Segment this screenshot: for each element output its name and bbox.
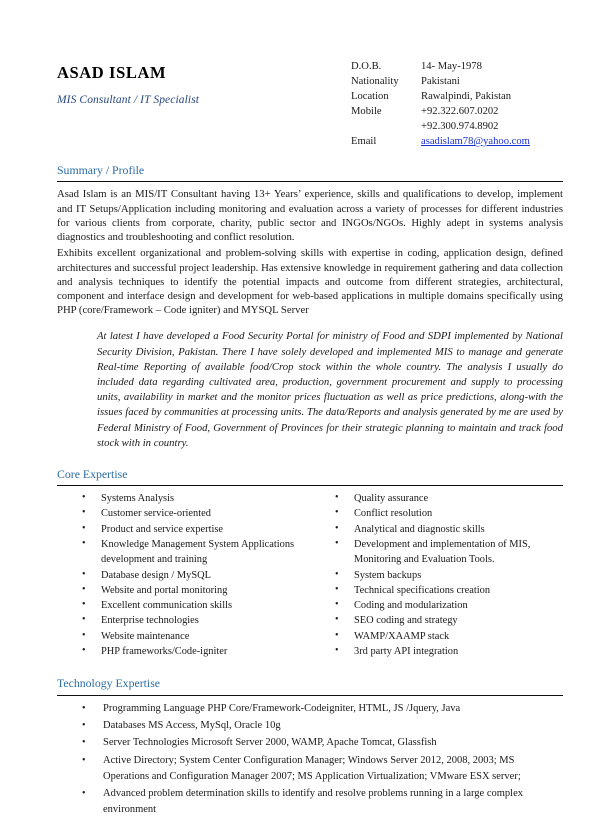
list-item: • Analytical and diagnostic skills <box>354 522 563 537</box>
contact-table <box>351 59 530 149</box>
list-item: • Quality assurance <box>354 491 563 506</box>
summary-paragraph-1: Asad Islam is an MIS/IT Consultant having 13+ Years’ experience, skills and qualifications to develop, implement and IT Setups/Application including monitoring and evaluation across a variety of processes for different industries for various clients from corporate, charity, public sector and INGOs/NGOs. Highly adept in systems analysis diagnostics and troubleshooting and conflict resolution. <box>57 188 563 244</box>
section-technology-expertise <box>57 676 563 818</box>
contact-details-block <box>351 57 563 149</box>
table-row <box>351 74 530 89</box>
section-core-expertise <box>57 467 563 659</box>
section-heading-summary: Summary / Profile <box>57 163 145 178</box>
list-item: • System backups <box>354 568 563 583</box>
professional-title: MIS Consultant / IT Specialist <box>57 93 200 106</box>
list-item: • Product and service expertise <box>101 522 310 537</box>
section-summary-profile <box>57 163 563 451</box>
list-item: • Customer service-oriented <box>101 506 310 521</box>
list-item: • Development and implementation of MIS, Monitoring and Evaluation Tools. <box>354 537 563 568</box>
page-content <box>57 57 563 820</box>
email-link[interactable]: asadislam78@yahoo.com <box>421 136 530 148</box>
contact-value-mobile-primary: +92.322.607.0202 <box>421 106 499 118</box>
contact-value-dob: 14- May-1978 <box>421 61 482 72</box>
list-item: • Excellent communication skills <box>101 598 310 613</box>
contact-value-nationality: Pakistani <box>421 76 460 88</box>
section-divider-core-expertise <box>57 485 563 486</box>
contact-label-dob: D.O.B. <box>351 61 382 72</box>
list-item: • Website maintenance <box>101 629 310 644</box>
technology-expertise-list <box>57 701 563 819</box>
header-identity-block <box>57 57 347 106</box>
core-expertise-right-list <box>310 491 563 659</box>
list-item: • Databases MS Access, MySql, Oracle 10g <box>103 718 563 734</box>
contact-label-nationality: Nationality <box>351 76 399 88</box>
list-item: • Technical specifications creation <box>354 583 563 598</box>
summary-highlight-block <box>57 329 563 451</box>
list-item: • Enterprise technologies <box>101 613 310 628</box>
core-expertise-left-list <box>57 491 310 659</box>
table-row <box>351 119 530 134</box>
contact-value-location: Rawalpindi, Pakistan <box>421 91 512 103</box>
table-row <box>351 134 530 149</box>
summary-paragraph-3: At latest I have developed a Food Security Portal for ministry of Food and SDPI implemented by National Security Division, Pakistan. There I have solely developed and implemented MIS to manage and generate Real-time Reporting of available food/Crop stock within the whole country. The analysis I usually do included data regarding cultivated area, production, government procurement and supply to processing units, availability in market and the monitor prices fluctuation as well as price predictions, along-with the issues faced by communities at processing units. The data/Reports and analysis generated by me are used by Federal Ministry of Food, Government of Provinces for their strategic planning to maintain and track food stock with in country. <box>97 330 563 449</box>
section-divider-technology-expertise <box>57 695 563 696</box>
contact-table-body <box>351 59 530 149</box>
list-item: • Database design / MySQL <box>101 568 310 583</box>
table-row <box>351 59 530 74</box>
list-item: • Advanced problem determination skills to identify and resolve problems running in a large complex environment <box>103 786 563 818</box>
section-heading-core-expertise: Core Expertise <box>57 466 128 481</box>
resume-header <box>57 57 563 149</box>
section-divider-summary <box>57 181 563 182</box>
list-item: • Programming Language PHP Core/Framework-Codeigniter, HTML, JS /Jquery, Java <box>103 701 563 717</box>
contact-label-location: Location <box>351 91 389 103</box>
list-item: • PHP frameworks/Code-igniter <box>101 644 310 659</box>
contact-value-email <box>421 134 530 149</box>
list-item: • Systems Analysis <box>101 491 310 506</box>
list-item: • Coding and modularization <box>354 598 563 613</box>
core-expertise-right-column <box>310 491 563 659</box>
list-item: • WAMP/XAAMP stack <box>354 629 563 644</box>
core-expertise-left-column <box>57 491 310 659</box>
list-item: • Website and portal monitoring <box>101 583 310 598</box>
table-row <box>351 89 530 104</box>
list-item: • SEO coding and strategy <box>354 613 563 628</box>
contact-label-email: Email <box>351 136 377 148</box>
list-item: • Active Directory; System Center Configuration Manager; Windows Server 2012, 2008, 2003; MS Operations and Configuration Manager 2007; MS Application Virtualization; VMware ESX server; <box>103 753 563 785</box>
section-heading-technology-expertise: Technology Expertise <box>57 676 161 691</box>
table-row <box>351 104 530 119</box>
list-item: • Knowledge Management System Applications development and training <box>101 537 310 568</box>
list-item: • Server Technologies Microsoft Server 2000, WAMP, Apache Tomcat, Glassfish <box>103 735 563 751</box>
contact-label-mobile: Mobile <box>351 106 382 118</box>
summary-paragraph-2: Exhibits excellent organizational and problem-solving skills with expertise in coding, application design, defined architectures and successful project leadership. Has extensive knowledge in requirement gathering and data collection and analysis techniques to identify the potential impacts and outcome from different strategies, architectural, component and interface design and development for web-based applications in multiple domains specifically using PHP (core/Framework – Code igniter) and MYSQL Server <box>57 247 563 317</box>
contact-value-mobile-secondary: +92.300.974.8902 <box>421 121 499 133</box>
list-item: • Conflict resolution <box>354 506 563 521</box>
page-title: ASAD ISLAM <box>57 63 167 82</box>
list-item: • 3rd party API integration <box>354 644 563 659</box>
core-expertise-columns <box>57 491 563 659</box>
contact-label-empty <box>351 119 421 134</box>
